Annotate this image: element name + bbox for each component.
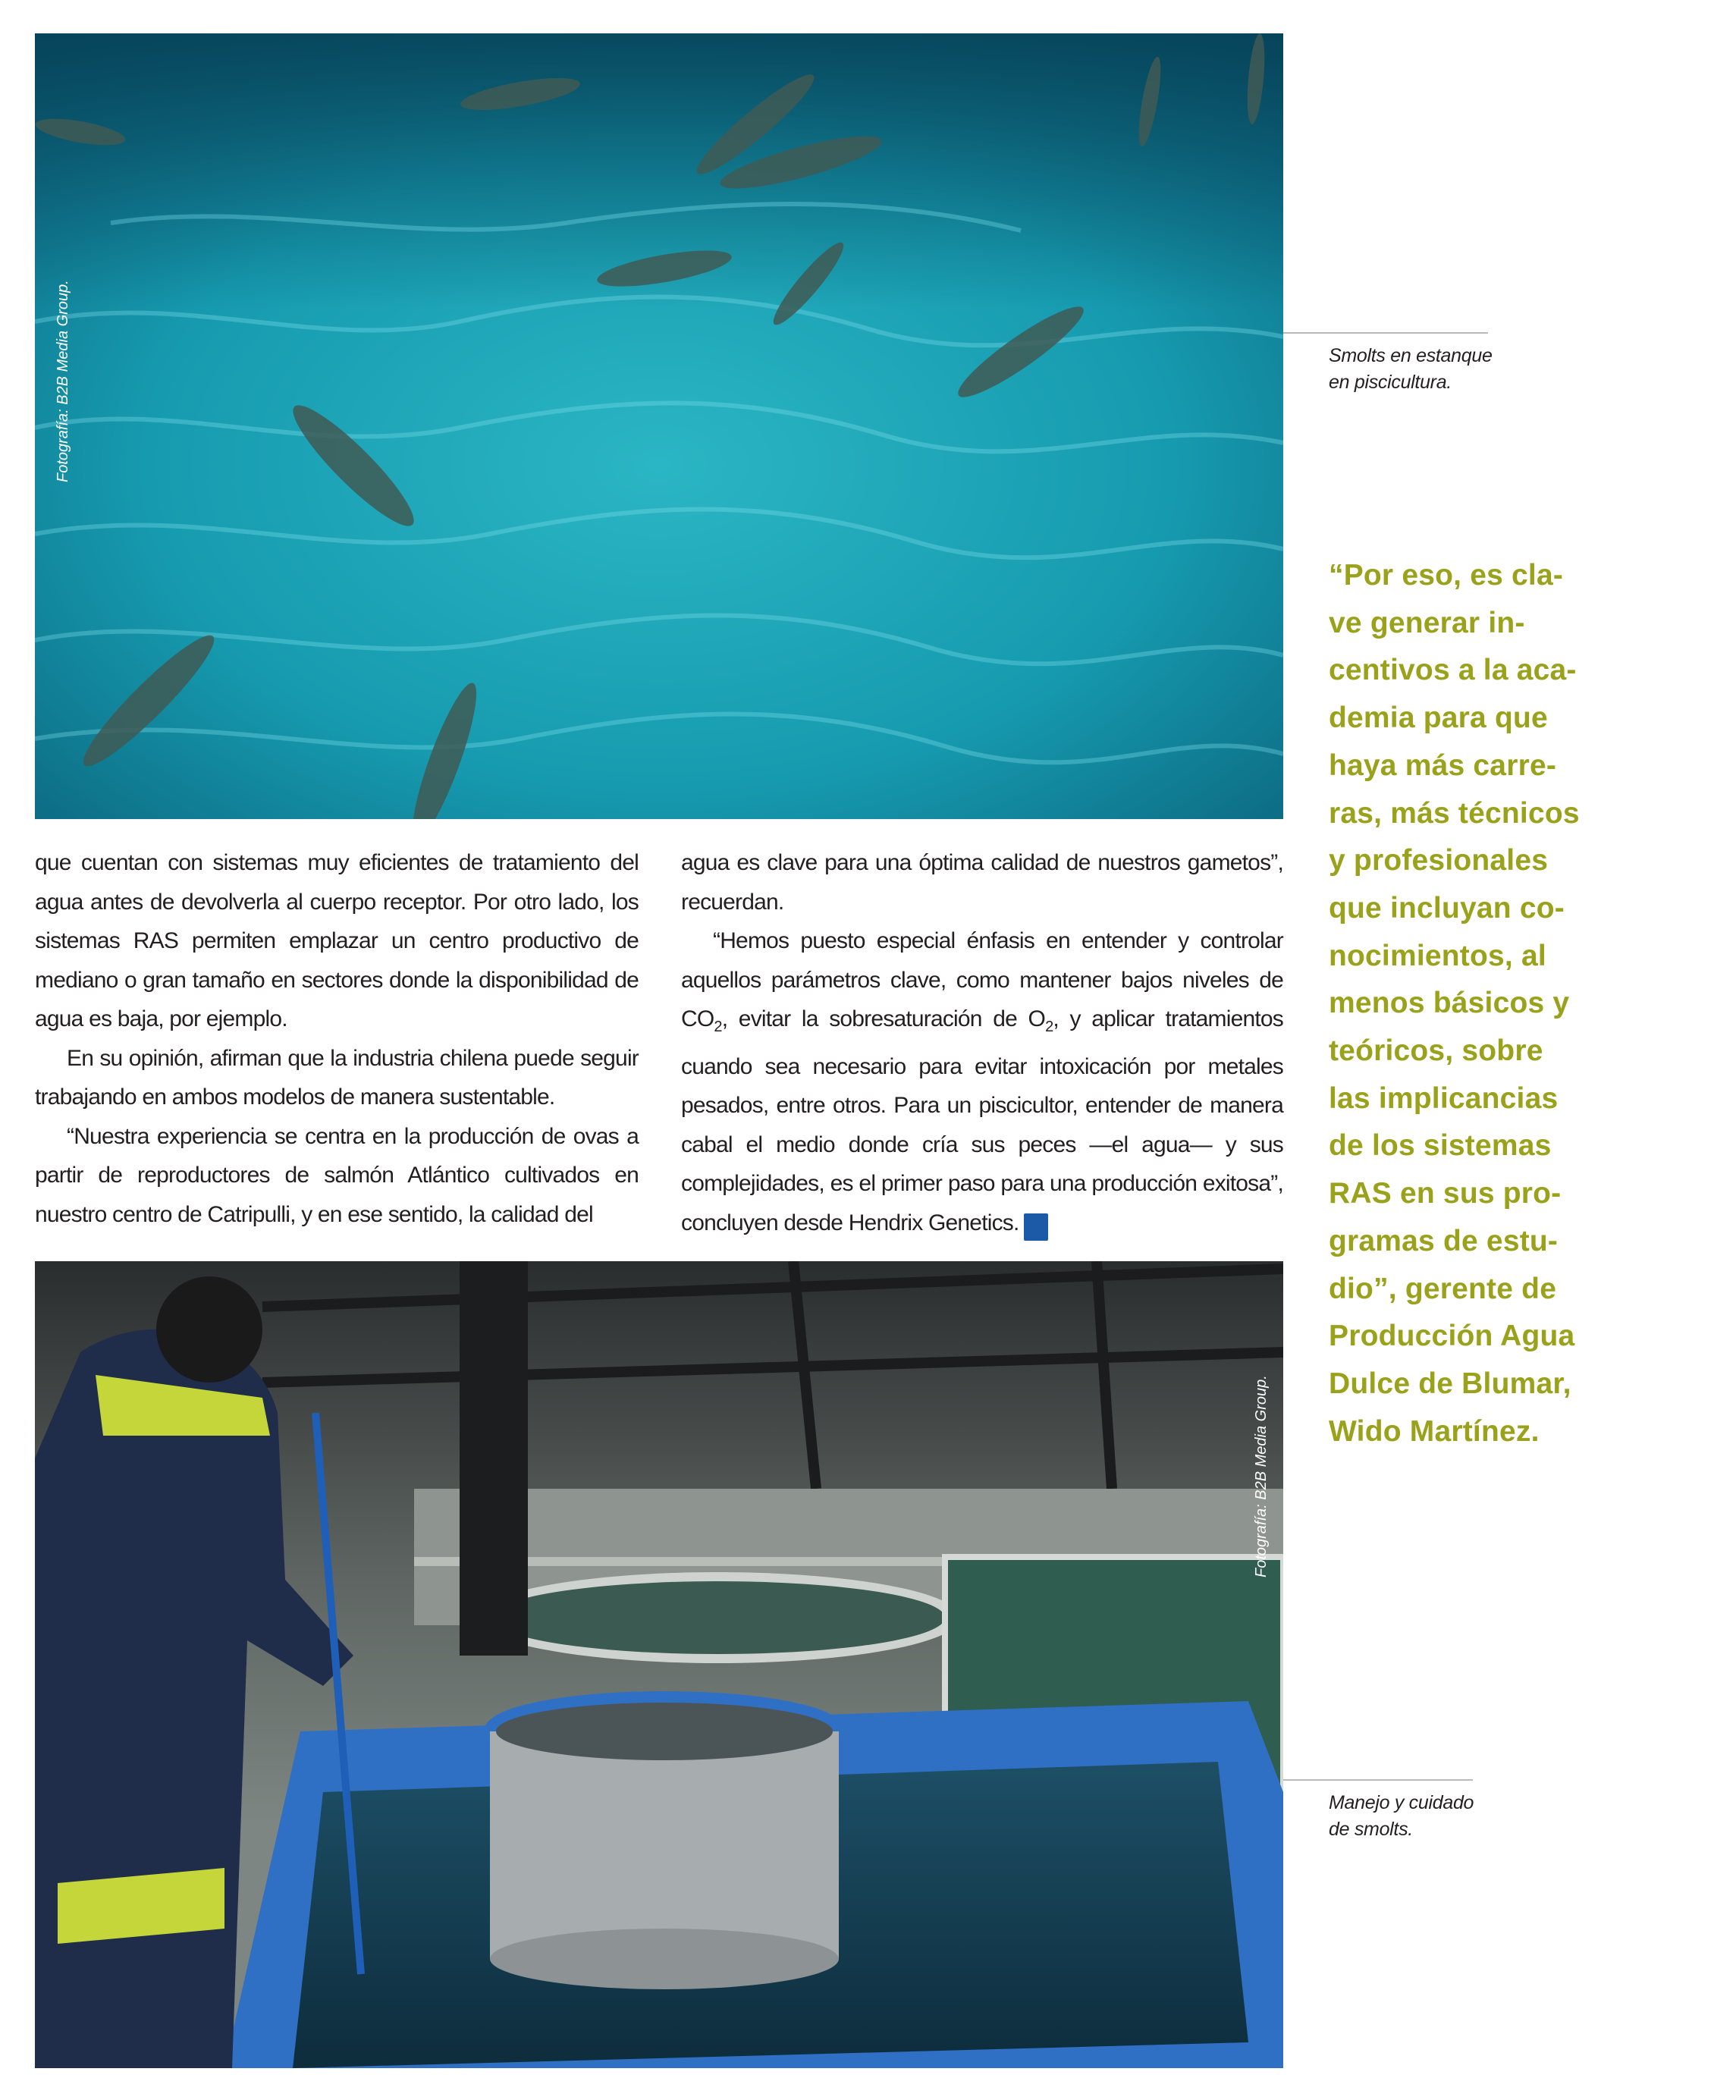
- caption-bottom: [1329, 1790, 1556, 1843]
- body-paragraph: “Nuestra experiencia se centra en la producción de ovas a partir de reproductores de salmón Atlántico cultivados en nuestro centro de Catripulli, y en ese sentido, la calidad del: [35, 1123, 639, 1227]
- photo-credit-bottom: Fotografía: B2B Media Group.: [1253, 1375, 1270, 1577]
- caption-rule-bottom: [1283, 1779, 1473, 1781]
- pull-quote-line: ras, más técnicos: [1329, 796, 1580, 830]
- pull-quote-line: “Por eso, es cla-: [1329, 559, 1564, 592]
- pull-quote-line: Wido Martínez.: [1329, 1414, 1540, 1448]
- pull-quote-line: demia para que: [1329, 702, 1548, 735]
- caption-top-line-1: Smolts en estanque: [1329, 345, 1493, 366]
- pull-quote-line: teóricos, sobre: [1329, 1034, 1543, 1068]
- caption-top-line-2: en piscicultura.: [1329, 372, 1452, 393]
- pull-quote: [1329, 552, 1632, 1455]
- caption-bottom-line-2: de smolts.: [1329, 1819, 1413, 1840]
- end-mark-icon: Q: [1024, 1213, 1048, 1241]
- photo-smolts-pond: [35, 33, 1283, 819]
- pull-quote-line: nocimientos, al: [1329, 939, 1546, 972]
- body-paragraph: [681, 921, 1283, 1242]
- pull-quote-line: y profesionales: [1329, 844, 1549, 877]
- photo-smolt-handling: [35, 1261, 1283, 2068]
- pond-illustration: [35, 33, 1283, 819]
- photo-credit-top: Fotografía: B2B Media Group.: [55, 280, 71, 482]
- body-paragraph: agua es clave para una óptima calidad de nuestros gametos”, recuerdan.: [681, 850, 1283, 915]
- caption-rule-top: [1283, 332, 1488, 334]
- pull-quote-line: haya más carre-: [1329, 749, 1557, 782]
- subscript: 2: [714, 1019, 722, 1035]
- pull-quote-line: que incluyan co-: [1329, 891, 1565, 924]
- pull-quote-line: Dulce de Blumar,: [1329, 1367, 1571, 1400]
- text-fragment: , y aplicar tratamientos cuando sea necesario para evitar intoxicación por metales pesados, entre otros. Para un piscicultor, entender de manera cabal el medio donde cría sus peces —el agua— y sus complejidades, es el primer paso para una producción exitosa”, concluyen desde Hendrix Genetics.: [681, 1006, 1284, 1235]
- pull-quote-line: RAS en sus pro-: [1329, 1177, 1562, 1210]
- pull-quote-line: centivos a la aca-: [1329, 654, 1577, 687]
- pull-quote-line: dio”, gerente de: [1329, 1272, 1557, 1305]
- pull-quote-line: las implicancias: [1329, 1081, 1559, 1115]
- pull-quote-line: gramas de estu-: [1329, 1224, 1559, 1257]
- body-paragraph: que cuentan con sistemas muy eficientes de tratamiento del agua antes de devolverla al cuerpo receptor. Por otro lado, los sistemas RAS permiten emplazar un centro productivo de mediano o gran tamaño en sectores donde la disponibilidad de agua es baja, por ejemplo.: [35, 850, 639, 1031]
- hatchery-illustration: [35, 1261, 1283, 2068]
- pull-quote-line: de los sistemas: [1329, 1129, 1552, 1163]
- pull-quote-line: menos básicos y: [1329, 987, 1570, 1020]
- body-paragraph: En su opinión, afirman que la industria chilena puede seguir trabajando en ambos modelos de manera sustentable.: [35, 1045, 639, 1110]
- caption-bottom-line-1: Manejo y cuidado: [1329, 1792, 1474, 1813]
- caption-top: [1329, 343, 1556, 396]
- text-fragment: , evitar la sobresaturación de O: [721, 1006, 1046, 1031]
- body-column-right: [681, 843, 1283, 1242]
- subscript: 2: [1045, 1019, 1053, 1035]
- text-fragment: “Hemos puesto especial énfasis en entender y controlar aquellos parámetros clave, como mantener bajos niveles de CO: [681, 928, 1283, 1031]
- body-column-left: [35, 843, 639, 1234]
- pull-quote-line: ve generar in-: [1329, 606, 1525, 639]
- pull-quote-line: Producción Agua: [1329, 1320, 1575, 1353]
